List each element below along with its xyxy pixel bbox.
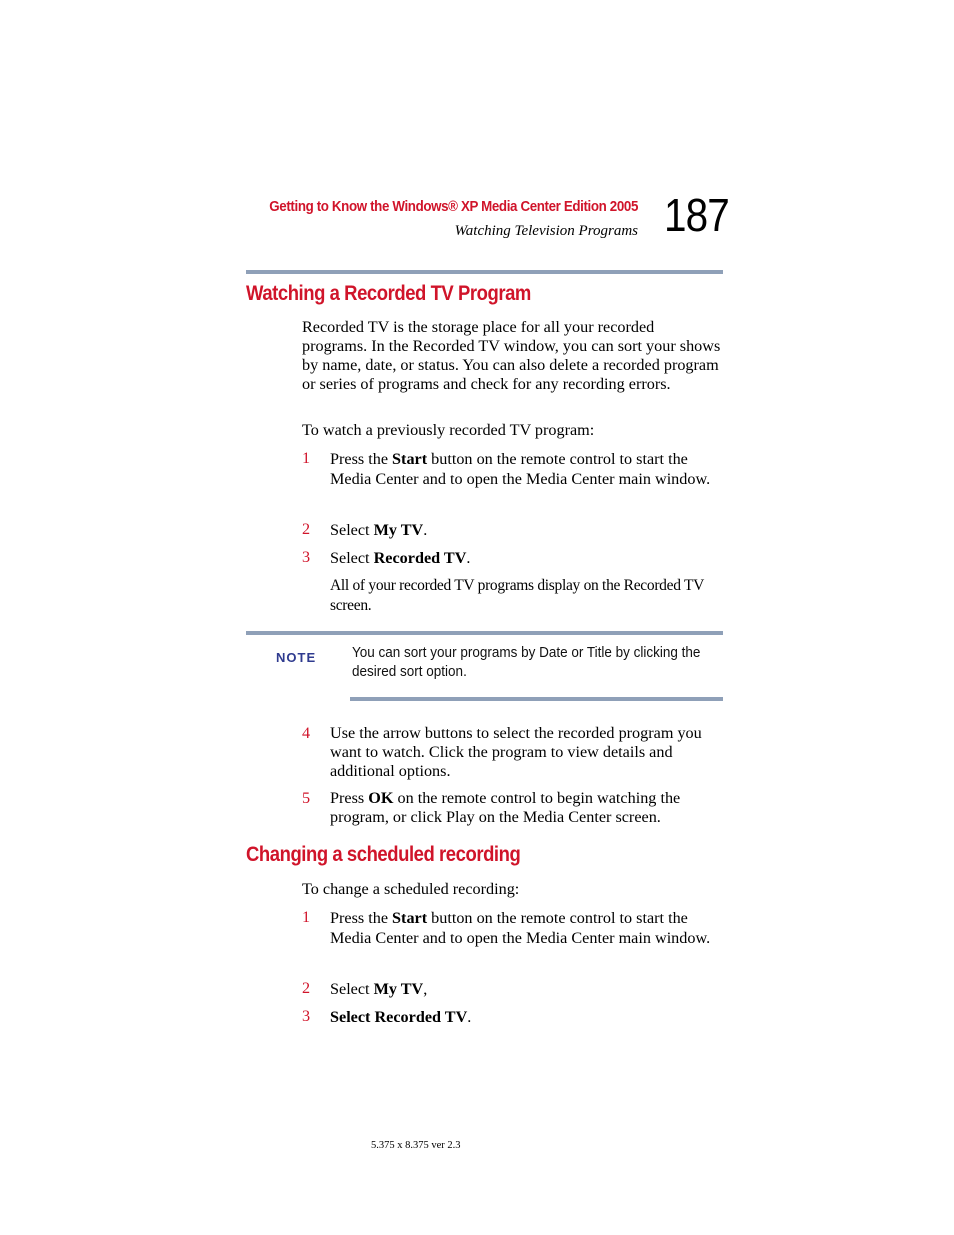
subsection-heading: Changing a scheduled recording [246, 843, 521, 866]
step-text: Press the Start button on the remote control to start the Media Center and to open the Media Center main window. [330, 450, 711, 488]
section-heading: Watching a Recorded TV Program [246, 282, 531, 305]
step-text: Use the arrow buttons to select the recorded program you want to watch. Click the program to view details and additional options. [330, 724, 702, 780]
note-bottom-rule [350, 697, 723, 701]
step-number: 1 [302, 908, 311, 926]
step-number: 3 [302, 1007, 311, 1025]
step-text: Select Recorded TV. [330, 1008, 472, 1026]
step-text: Press the Start button on the remote control to start the Media Center and to open the Media Center main window. [330, 909, 711, 947]
step-text: Select Recorded TV. [330, 549, 471, 567]
chapter-title: Getting to Know the Windows® XP Media Center Edition 2005 [269, 199, 638, 215]
step-number: 5 [302, 789, 311, 807]
section-rule [246, 270, 723, 274]
intro-paragraph: Recorded TV is the storage place for all your recorded programs. In the Recorded TV window, you can sort your shows by name, date, or status. You can also delete a recorded program or series of programs and check for any recording errors. [302, 318, 721, 393]
note-label: NOTE [276, 650, 317, 665]
note-top-rule [246, 631, 723, 635]
step-text: Select My TV. [330, 521, 428, 539]
step-number: 3 [302, 548, 311, 566]
step-text: Select My TV, [330, 980, 428, 998]
lead-paragraph: To change a scheduled recording: [302, 880, 520, 898]
step-number: 1 [302, 449, 311, 467]
page-number: 187 [664, 189, 729, 241]
lead-paragraph: To watch a previously recorded TV program: [302, 421, 595, 439]
step-text: Press OK on the remote control to begin watching the program, or click Play on the Media Center screen. [330, 789, 681, 826]
note-text: You can sort your programs by Date or Title by clicking the desired sort option. [352, 644, 701, 680]
step-result: All of your recorded TV programs display on the Recorded TV screen. [330, 577, 704, 614]
footer-text: 5.375 x 8.375 ver 2.3 [371, 1140, 461, 1151]
step-number: 4 [302, 724, 311, 742]
step-number: 2 [302, 520, 311, 538]
step-number: 2 [302, 979, 311, 997]
section-title: Watching Television Programs [454, 223, 638, 239]
